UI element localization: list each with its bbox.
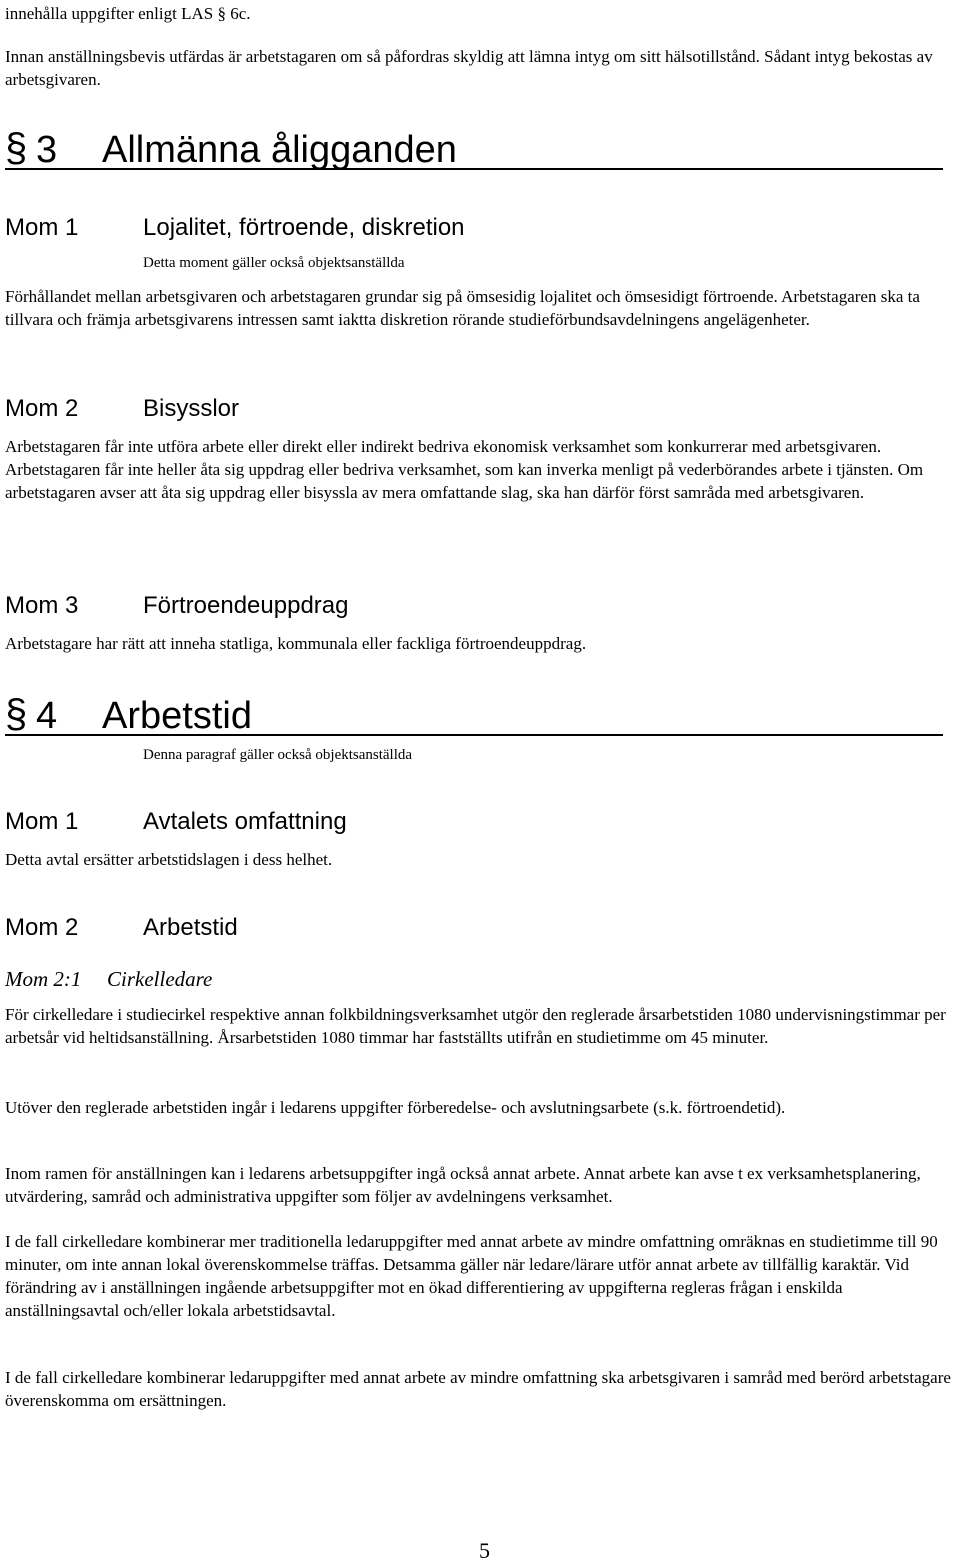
sub-mom-title: Cirkelledare <box>107 967 213 991</box>
scope-note: Detta moment gäller också objektsanställda <box>143 255 405 271</box>
section-title: Allmänna åligganden <box>102 129 457 171</box>
body-text: Inom ramen för anställningen kan i ledarens arbetsuppgifter ingå också annat arbete. Annat arbete kan avse t ex verksamhetsplanering, utvärdering, samråd och administrativa uppgifter som följer av avdelningens verksamhet. <box>5 1164 921 1206</box>
section-heading <box>5 692 945 740</box>
section-rule <box>5 168 943 170</box>
mom-label: Mom 3 <box>5 592 79 619</box>
mom-title: Arbetstid <box>143 914 238 941</box>
body-text: Arbetstagaren får inte utföra arbete eller direkt eller indirekt bedriva ekonomisk verksamhet som konkurrerar med arbetsgivaren. Arbetstagaren får inte heller åta sig uppdrag eller bedriva verksamhet, som kan inverka menligt på vederbörandes arbete i tjänsten. Om arbetstagaren avser att åta sig uppdrag eller bisyssla av mera omfattande slag, ska han därför först samråda med arbetsgivaren. <box>5 437 924 502</box>
section-rule <box>5 734 943 736</box>
mom-title: Förtroendeuppdrag <box>143 592 349 619</box>
section-heading <box>5 126 945 174</box>
body-text: Förhållandet mellan arbetsgivaren och arbetstagaren grundar sig på ömsesidig lojalitet och ömsesidigt förtroende. Arbetstagaren ska ta tillvara och främja arbetsgivarens intressen samt iaktta diskretion rörande studieförbundsavdelningens angelägenheter. <box>5 287 920 329</box>
body-text: Detta avtal ersätter arbetstidslagen i dess helhet. <box>5 850 333 869</box>
scope-note: Denna paragraf gäller också objektsanställda <box>143 747 413 763</box>
mom-title: Lojalitet, förtroende, diskretion <box>143 214 465 241</box>
body-text: I de fall cirkelledare kombinerar mer traditionella ledaruppgifter med annat arbete av mindre omfattning omräknas en studietimme till 90 minuter, om inte annan lokal överenskommelse träffas. Detsamma gäller när ledare/lärare utför annat arbete av tillfällig karaktär. Vid förändring av i anställningen ingående arbetsuppgifter mot en ökad differentiering av uppgifterna regleras frågan i enskilda anställningsavtal och/eller lokala arbetstidsavtal. <box>5 1232 938 1320</box>
mom-label: Mom 1 <box>5 808 79 835</box>
mom-label: Mom 2 <box>5 914 79 941</box>
mom-label: Mom 2 <box>5 395 79 422</box>
section-title: Arbetstid <box>102 695 252 737</box>
page-number: 5 <box>479 1538 490 1563</box>
body-text: Utöver den reglerade arbetstiden ingår i ledarens uppgifter förberedelse- och avslutningsarbete (s.k. förtroendetid). <box>5 1098 786 1117</box>
mom-title: Bisysslor <box>143 395 240 422</box>
body-text: I de fall cirkelledare kombinerar ledaruppgifter med annat arbete av mindre omfattning ska arbetsgivaren i samråd med berörd arbetstagare överenskomma om ersättningen. <box>5 1368 951 1410</box>
body-text: För cirkelledare i studiecirkel respektive annan folkbildningsverksamhet utgör den reglerade årsarbetstiden 1080 undervisningstimmar per arbetsår vid heltidsanställning. Årsarbetstiden 1080 timmar har fastställts utifrån en studietimme om 45 minuter. <box>5 1005 946 1047</box>
sub-mom-label: Mom 2:1 <box>5 967 82 991</box>
section-number: 3 <box>36 129 58 171</box>
mom-title: Avtalets omfattning <box>143 808 347 835</box>
body-text: innehålla uppgifter enligt LAS § 6c. <box>5 4 251 23</box>
body-text: Innan anställningsbevis utfärdas är arbetstagaren om så påfordras skyldig att lämna intyg om sitt hälsotillstånd. Sådant intyg bekostas av arbetsgivaren. <box>5 47 933 89</box>
section-sign: § <box>5 126 28 170</box>
mom-label: Mom 1 <box>5 214 79 241</box>
body-text: Arbetstagare har rätt att inneha statliga, kommunala eller fackliga förtroendeuppdrag. <box>5 634 587 653</box>
section-sign: § <box>5 692 28 736</box>
section-number: 4 <box>36 695 58 737</box>
